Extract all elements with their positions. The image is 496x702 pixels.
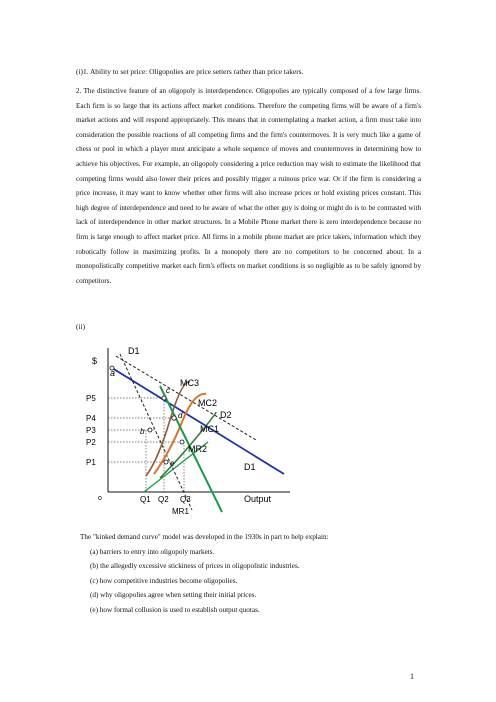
kinked-demand-svg — [84, 342, 314, 520]
label-mr1: MR1 — [172, 507, 189, 516]
kinked-demand-figure — [84, 342, 314, 520]
price-p4: P4 — [86, 414, 96, 423]
point-c: c — [166, 386, 170, 395]
option-c: (c) how competitive industries become oligopolies. — [90, 576, 238, 585]
price-p3: P3 — [86, 426, 96, 435]
label-d2: D2 — [220, 410, 232, 420]
quantity-q2: Q2 — [158, 495, 169, 504]
point-b: b — [140, 427, 145, 436]
label-mr2: MR2 — [188, 444, 208, 454]
price-p5: P5 — [86, 394, 96, 403]
key-points — [110, 366, 184, 464]
label-mc1: MC1 — [200, 424, 220, 434]
section-label-ii: (ii) — [76, 322, 86, 331]
label-d1-top: D1 — [128, 346, 140, 356]
label-mc2: MC2 — [198, 398, 218, 408]
option-d: (d) why oligopolies agree when setting their initial prices. — [90, 591, 257, 600]
option-e: (e) how formal collusion is used to establish output quotas. — [90, 605, 260, 614]
option-a: (a) barriers to entry into oligopoly markets. — [90, 547, 215, 556]
paragraph-price-setters: (i)1. Ability to set price: Oligopolies are price setters rather than price takers. — [76, 67, 304, 76]
y-axis-label: $ — [92, 356, 98, 366]
point-a: a — [110, 368, 116, 378]
option-b: (b) the allegedly excessive stickiness of prices in oligopolistic industries. — [90, 562, 300, 571]
price-p2: P2 — [86, 438, 96, 447]
multiple-choice-question — [76, 530, 421, 618]
paragraph-interdependence: 2. The distinctive feature of an oligopoly is interdependence. Oligopolies are typically composed of a few large firms. Each firm is so large that its actions affect market conditions. Therefore the competing firms will be aware of a firm's market actions and will respond appropriately. This means that in contemplating a market action, a firm must take into consideration the possible reactions of all competing firms and the firm's countermoves. It is very much like a game of chess or pool in which a player must anticipate a whole sequence of moves and countermoves in determining how to achieve his objectives. For example, an oligopoly considering a price reduction may wish to estimate the likelihood that competing firms would also lower their prices and possibly trigger a ruinous price war. Or if the firm is considering a price increase, it may want to know whether other firms will also increase prices or hold existing prices constant. This high degree of interdependence and need to be aware of what the other guy is doing or might do is to be contrasted with lack of interdependence in other market structures. In a Mobile Phone market there is zero interdependence because no firm is large enough to affect market price. All firms in a mobile phone market are price takers, information which they robotically follow in maximizing profits. In a monopoly there are no competitors to be concerned about. In a monopolistically competitive market each firm's effects on market conditions is so negligible as to be safely ignored by competitors. — [76, 87, 421, 285]
question-stem: The "kinked demand curve" model was developed in the 1930s in part to help explain: — [80, 533, 329, 541]
origin-label: o — [98, 495, 102, 502]
demand-curve-d2 — [116, 356, 256, 440]
quantity-q1: Q1 — [140, 495, 151, 504]
point-e: e — [170, 459, 175, 468]
quantity-q3: Q3 — [180, 495, 191, 504]
label-mc3: MC3 — [180, 378, 200, 388]
price-p1: P1 — [86, 458, 96, 467]
x-axis-label: Output — [244, 494, 272, 504]
page-number: 1 — [410, 672, 414, 681]
point-d: d — [178, 411, 183, 420]
label-d1-right: D1 — [244, 462, 256, 472]
